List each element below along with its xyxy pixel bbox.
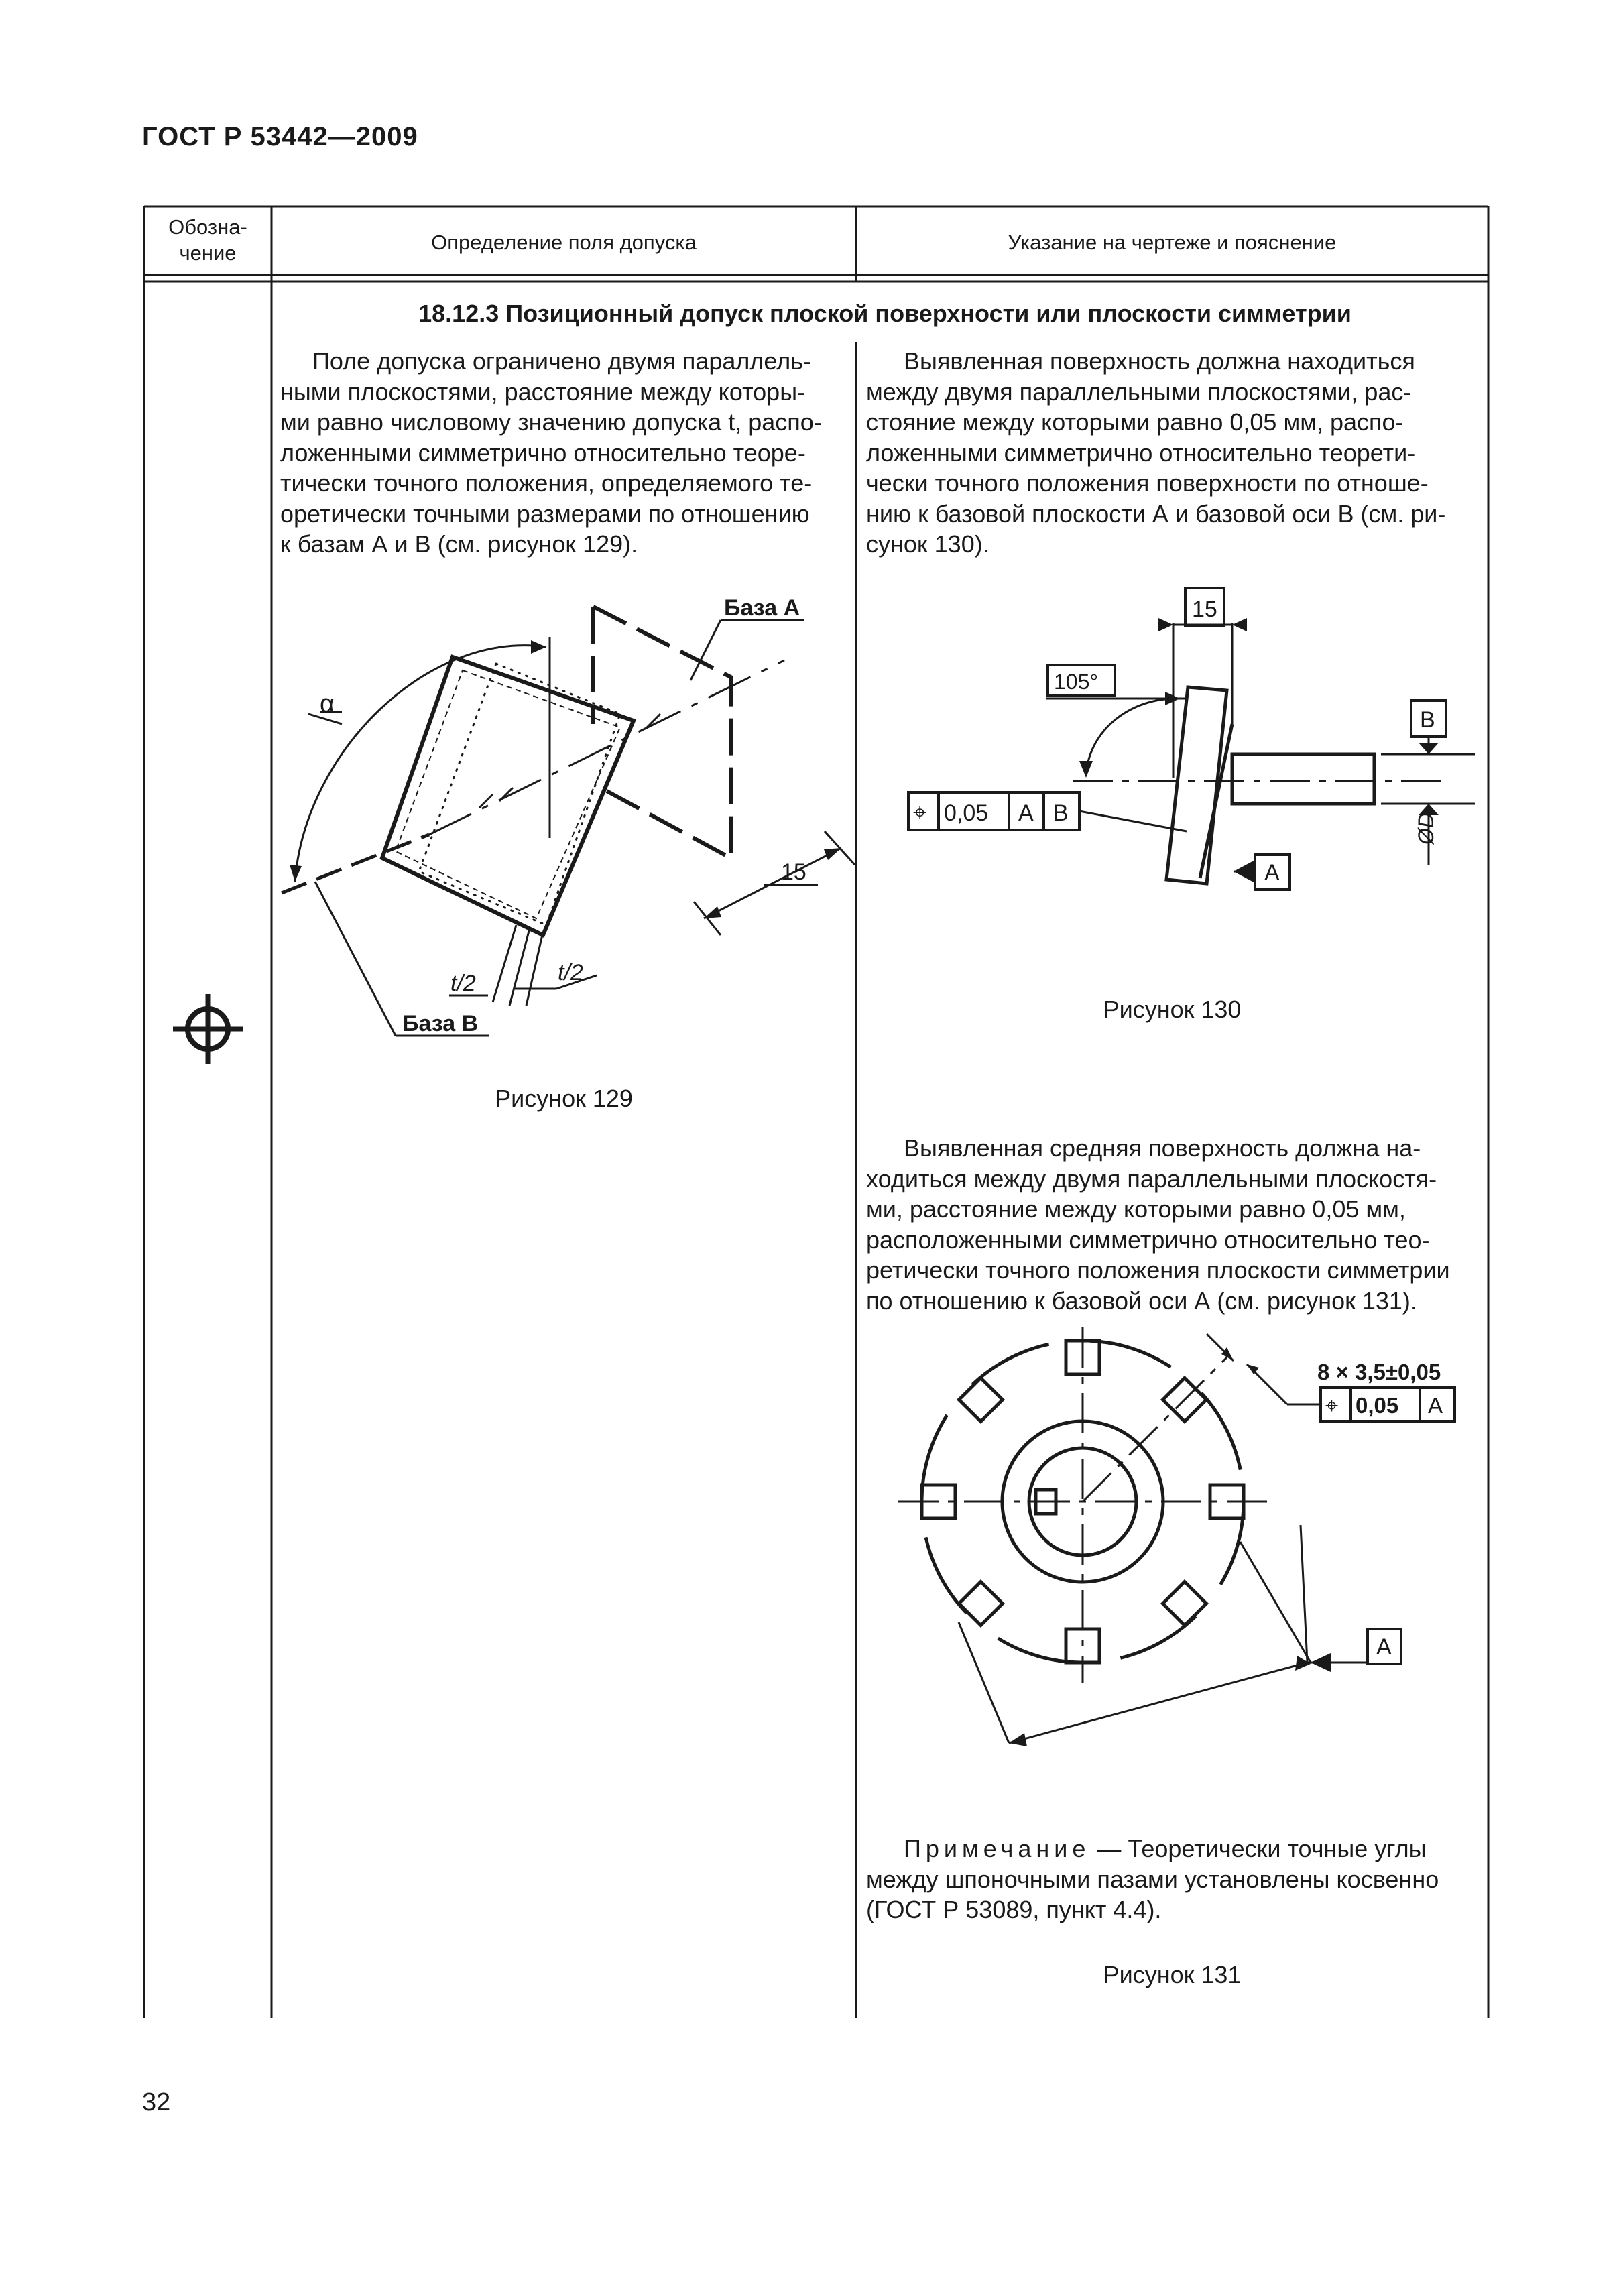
drawing-line: между двумя параллельными плоскостями, рас- [866,377,1412,406]
fig129-dimension-label: 15 [781,859,806,885]
fig131-datum-a-label: А [1376,1634,1392,1660]
fig129-datum-a-plane [607,791,731,858]
figure-130 [856,577,1488,912]
page-number: 32 [142,2088,171,2116]
fig131-frame-datum: А [1428,1393,1443,1418]
figure-129 [272,570,856,1052]
definition-line: Поле допуска ограничено двумя параллель- [312,347,812,375]
definition-line: тически точного положения, определяемого те- [280,469,813,497]
note-label: Примечание [904,1835,1091,1862]
drawing-line: по отношению к базовой оси А (см. рисунок 131). [866,1286,1417,1315]
drawing-line: чески точного положения поверхности по отноше- [866,469,1429,497]
definition-line: ложенными симметрично относительно теоре- [280,438,806,467]
fig130-angle-arc [1086,699,1180,774]
drawing-line: сунок 130). [866,530,989,558]
fig130-frame-datum-a: А [1018,800,1034,826]
drawing-line: ложенными симметрично относительно теорети- [866,438,1416,467]
note-paragraph [866,1833,1480,1925]
document-code: ГОСТ Р 53442—2009 [142,122,418,152]
figure-129-caption: Рисунок 129 [495,1085,633,1112]
drawing-line: ми, расстояние между которыми равно 0,05 мм, [866,1195,1406,1223]
drawing-line: ретически точного положения плоскости симметрии [866,1256,1450,1284]
drawing-paragraph-2 [866,1133,1480,1316]
fig129-datum-b-line [282,835,429,893]
position-symbol-icon: ⌖ [1325,1393,1339,1418]
definition-line: ными плоскостями, расстояние между которы- [280,377,806,406]
fig130-angle-label: 105° [1054,670,1099,694]
fig130-dimension-label: 15 [1192,597,1217,622]
note-line: — Теоретически точные углы [1090,1835,1427,1862]
figure-131-caption: Рисунок 131 [1103,1961,1242,1988]
fig130-datum-b-label: В [1420,707,1435,733]
drawing-line: Выявленная средняя поверхность должна на- [904,1134,1421,1162]
fig130-diameter-label: ØD [1414,812,1438,845]
fig129-angle-label: α [320,690,335,718]
definition-paragraph [280,346,849,560]
definition-line: ми равно числовому значению допуска t, распо- [280,408,822,436]
drawing-line: ходиться между двумя параллельными плоскостя- [866,1164,1437,1193]
fig129-angle-arc [295,646,546,882]
section-title: 18.12.3 Позиционный допуск плоской поверхности или плоскости симметрии [418,300,1351,327]
drawing-line: Выявленная поверхность должна находиться [904,347,1415,375]
fig130-frame-value: 0,05 [944,800,989,826]
column-header-symbol-line2: чение [179,241,237,265]
column-header-symbol-line1: Обозна- [168,215,247,239]
fig130-frame-datum-b: В [1053,800,1069,826]
note-line: (ГОСТ Р 53089, пункт 4.4). [866,1896,1162,1923]
column-header-drawing: Указание на чертеже и пояснение [1008,231,1337,254]
fig129-half-tolerance-right: t/2 [558,960,583,985]
drawing-paragraph-1 [866,346,1480,560]
position-symbol-icon: ⌖ [913,798,927,826]
fig130-datum-a-label: А [1264,860,1280,886]
position-tolerance-icon [168,989,248,1069]
note-line: между шпоночными пазами установлены косвенно [866,1865,1439,1893]
fig129-tolerance-zone [419,664,620,925]
column-header-definition: Определение поля допуска [431,231,697,254]
fig131-frame-value: 0,05 [1356,1393,1399,1418]
column-header-symbol [144,215,272,267]
drawing-line: расположенными симметрично относительно тео- [866,1225,1430,1254]
fig129-half-tolerance-left: t/2 [450,971,476,996]
figure-130-caption: Рисунок 130 [1103,995,1242,1023]
drawing-line: нию к базовой плоскости А и базовой оси В (см. ри- [866,499,1446,528]
figure-131 [856,1321,1488,1790]
drawing-line: стояние между которыми равно 0,05 мм, распо- [866,408,1404,436]
definition-line: оретически точными размерами по отношению [280,499,810,528]
fig130-shaft [1232,754,1374,804]
definition-line: к базам А и В (см. рисунок 129). [280,530,638,558]
fig129-datum-a-label: База А [724,595,800,621]
fig131-slots-label: 8 × 3,5±0,05 [1317,1360,1441,1384]
fig129-datum-b-label: База В [402,1011,479,1036]
